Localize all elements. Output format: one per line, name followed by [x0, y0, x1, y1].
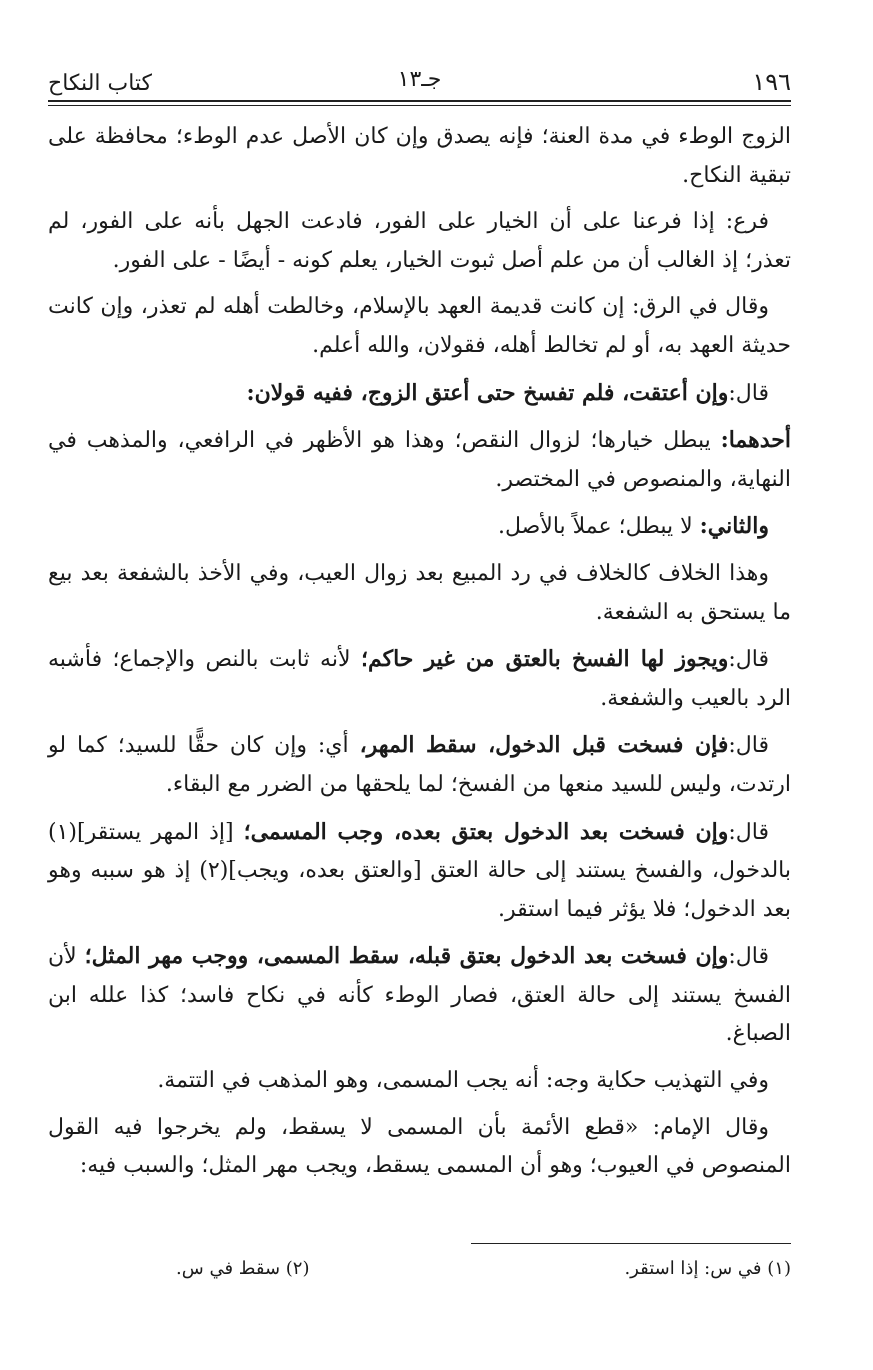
- page-header: [48, 60, 791, 96]
- paragraph: وقال في الرق: إن كانت قديمة العهد بالإسلام، وخالطت أهله لم تعذر، وإن كانت حديثة العهد به، أو لم تخالط أهله، فقولان، والله أعلم.: [48, 294, 791, 358]
- matn-text: فإن فسخت قبل الدخول، سقط المهر،: [359, 732, 729, 759]
- commentary-text: لا يبطل؛ عملاً بالأصل.: [497, 514, 693, 540]
- volume-label: جـ١٣: [397, 67, 442, 92]
- said-label: قال:: [728, 819, 769, 845]
- commentary-text: أي: وإن كان حقًّا للسيد؛ كما لو ارتدت، وليس للسيد منعها من الفسخ؛ لما يلحقها من الضرر مع البقاء.: [48, 733, 791, 797]
- matn-text: والثاني:: [699, 513, 769, 540]
- paragraph: وهذا الخلاف كالخلاف في رد المبيع بعد زوال العيب، وفي الأخذ بالشفعة بعد بيع ما يستحق به الشفعة.: [48, 560, 791, 625]
- said-label: قال:: [728, 380, 769, 406]
- footnote-1: (١) في س: إذا استقر.: [624, 1258, 791, 1279]
- matn-text: أحدهما:: [720, 427, 791, 454]
- footnotes: [48, 1258, 791, 1279]
- paragraph: [48, 374, 791, 414]
- matn-text: وإن أعتقت، فلم تفسخ حتى أعتق الزوج، ففيه قولان:: [246, 379, 729, 406]
- paragraph: وفي التهذيب حكاية وجه: أنه يجب المسمى، وهو المذهب في التتمة.: [157, 1068, 769, 1094]
- paragraph: [48, 640, 791, 718]
- paragraph: [48, 726, 791, 804]
- paragraph: [48, 507, 791, 547]
- footnote-rule: [471, 1243, 791, 1244]
- matn-text: وإن فسخت بعد الدخول بعتق قبله، سقط المسمى، ووجب مهر المثل؛: [84, 943, 729, 970]
- paragraph: [48, 813, 791, 930]
- commentary-text: [إذ المهر يستقر](١) بالدخول، والفسخ يستند إلى حالة العتق [والعتق بعده، ويجب](٢) إذ هو سببه وهو بعد الدخول؛ فلا يؤثر فيما استقر.: [48, 819, 791, 922]
- main-text: [48, 118, 791, 1194]
- said-label: قال:: [728, 647, 769, 673]
- paragraph: [48, 421, 791, 499]
- matn-text: ويجوز لها الفسخ بالعتق من غير حاكم؛: [360, 646, 729, 673]
- commentary-text: لأنه ثابت بالنص والإجماع؛ فأشبه الرد بالعيب والشفعة.: [48, 647, 791, 711]
- commentary-text: يبطل خيارها؛ لزوال النقص؛ وهذا هو الأظهر في الرافعي، والمذهب في النهاية، والمنصوص في المختصر.: [48, 428, 791, 492]
- said-label: قال:: [728, 733, 769, 759]
- paragraph: فرع: إذا فرعنا على أن الخيار على الفور، فادعت الجهل بأنه على الفور، لم تعذر؛ إذ الغالب أن من علم أصل ثبوت الخيار، يعلم كونه - أيضًا - على الفور.: [48, 209, 791, 273]
- footnote-2: (٢) سقط في س.: [176, 1258, 310, 1279]
- paragraph: الزوج الوطء في مدة العنة؛ فإنه يصدق وإن كان الأصل عدم الوطء؛ محافظة على تبقية النكاح.: [48, 124, 792, 188]
- page-number: ١٩٦: [752, 68, 791, 96]
- matn-text: وإن فسخت بعد الدخول بعتق بعده، وجب المسمى؛: [243, 818, 729, 845]
- paragraph: [48, 937, 791, 1054]
- said-label: قال:: [728, 944, 769, 970]
- header-rule: [48, 100, 791, 102]
- book-title: كتاب النكاح: [48, 71, 153, 96]
- paragraph: وقال الإمام: «قطع الأئمة بأن المسمى لا يسقط، ولم يخرجوا فيه القول المنصوص في العيوب؛ وهو أن المسمى يسقط، ويجب مهر المثل؛ والسبب فيه:: [48, 1114, 791, 1179]
- commentary-text: لأن الفسخ يستند إلى حالة العتق، فصار الوطء كأنه في نكاح فاسد؛ كذا علله ابن الصباغ.: [48, 944, 791, 1047]
